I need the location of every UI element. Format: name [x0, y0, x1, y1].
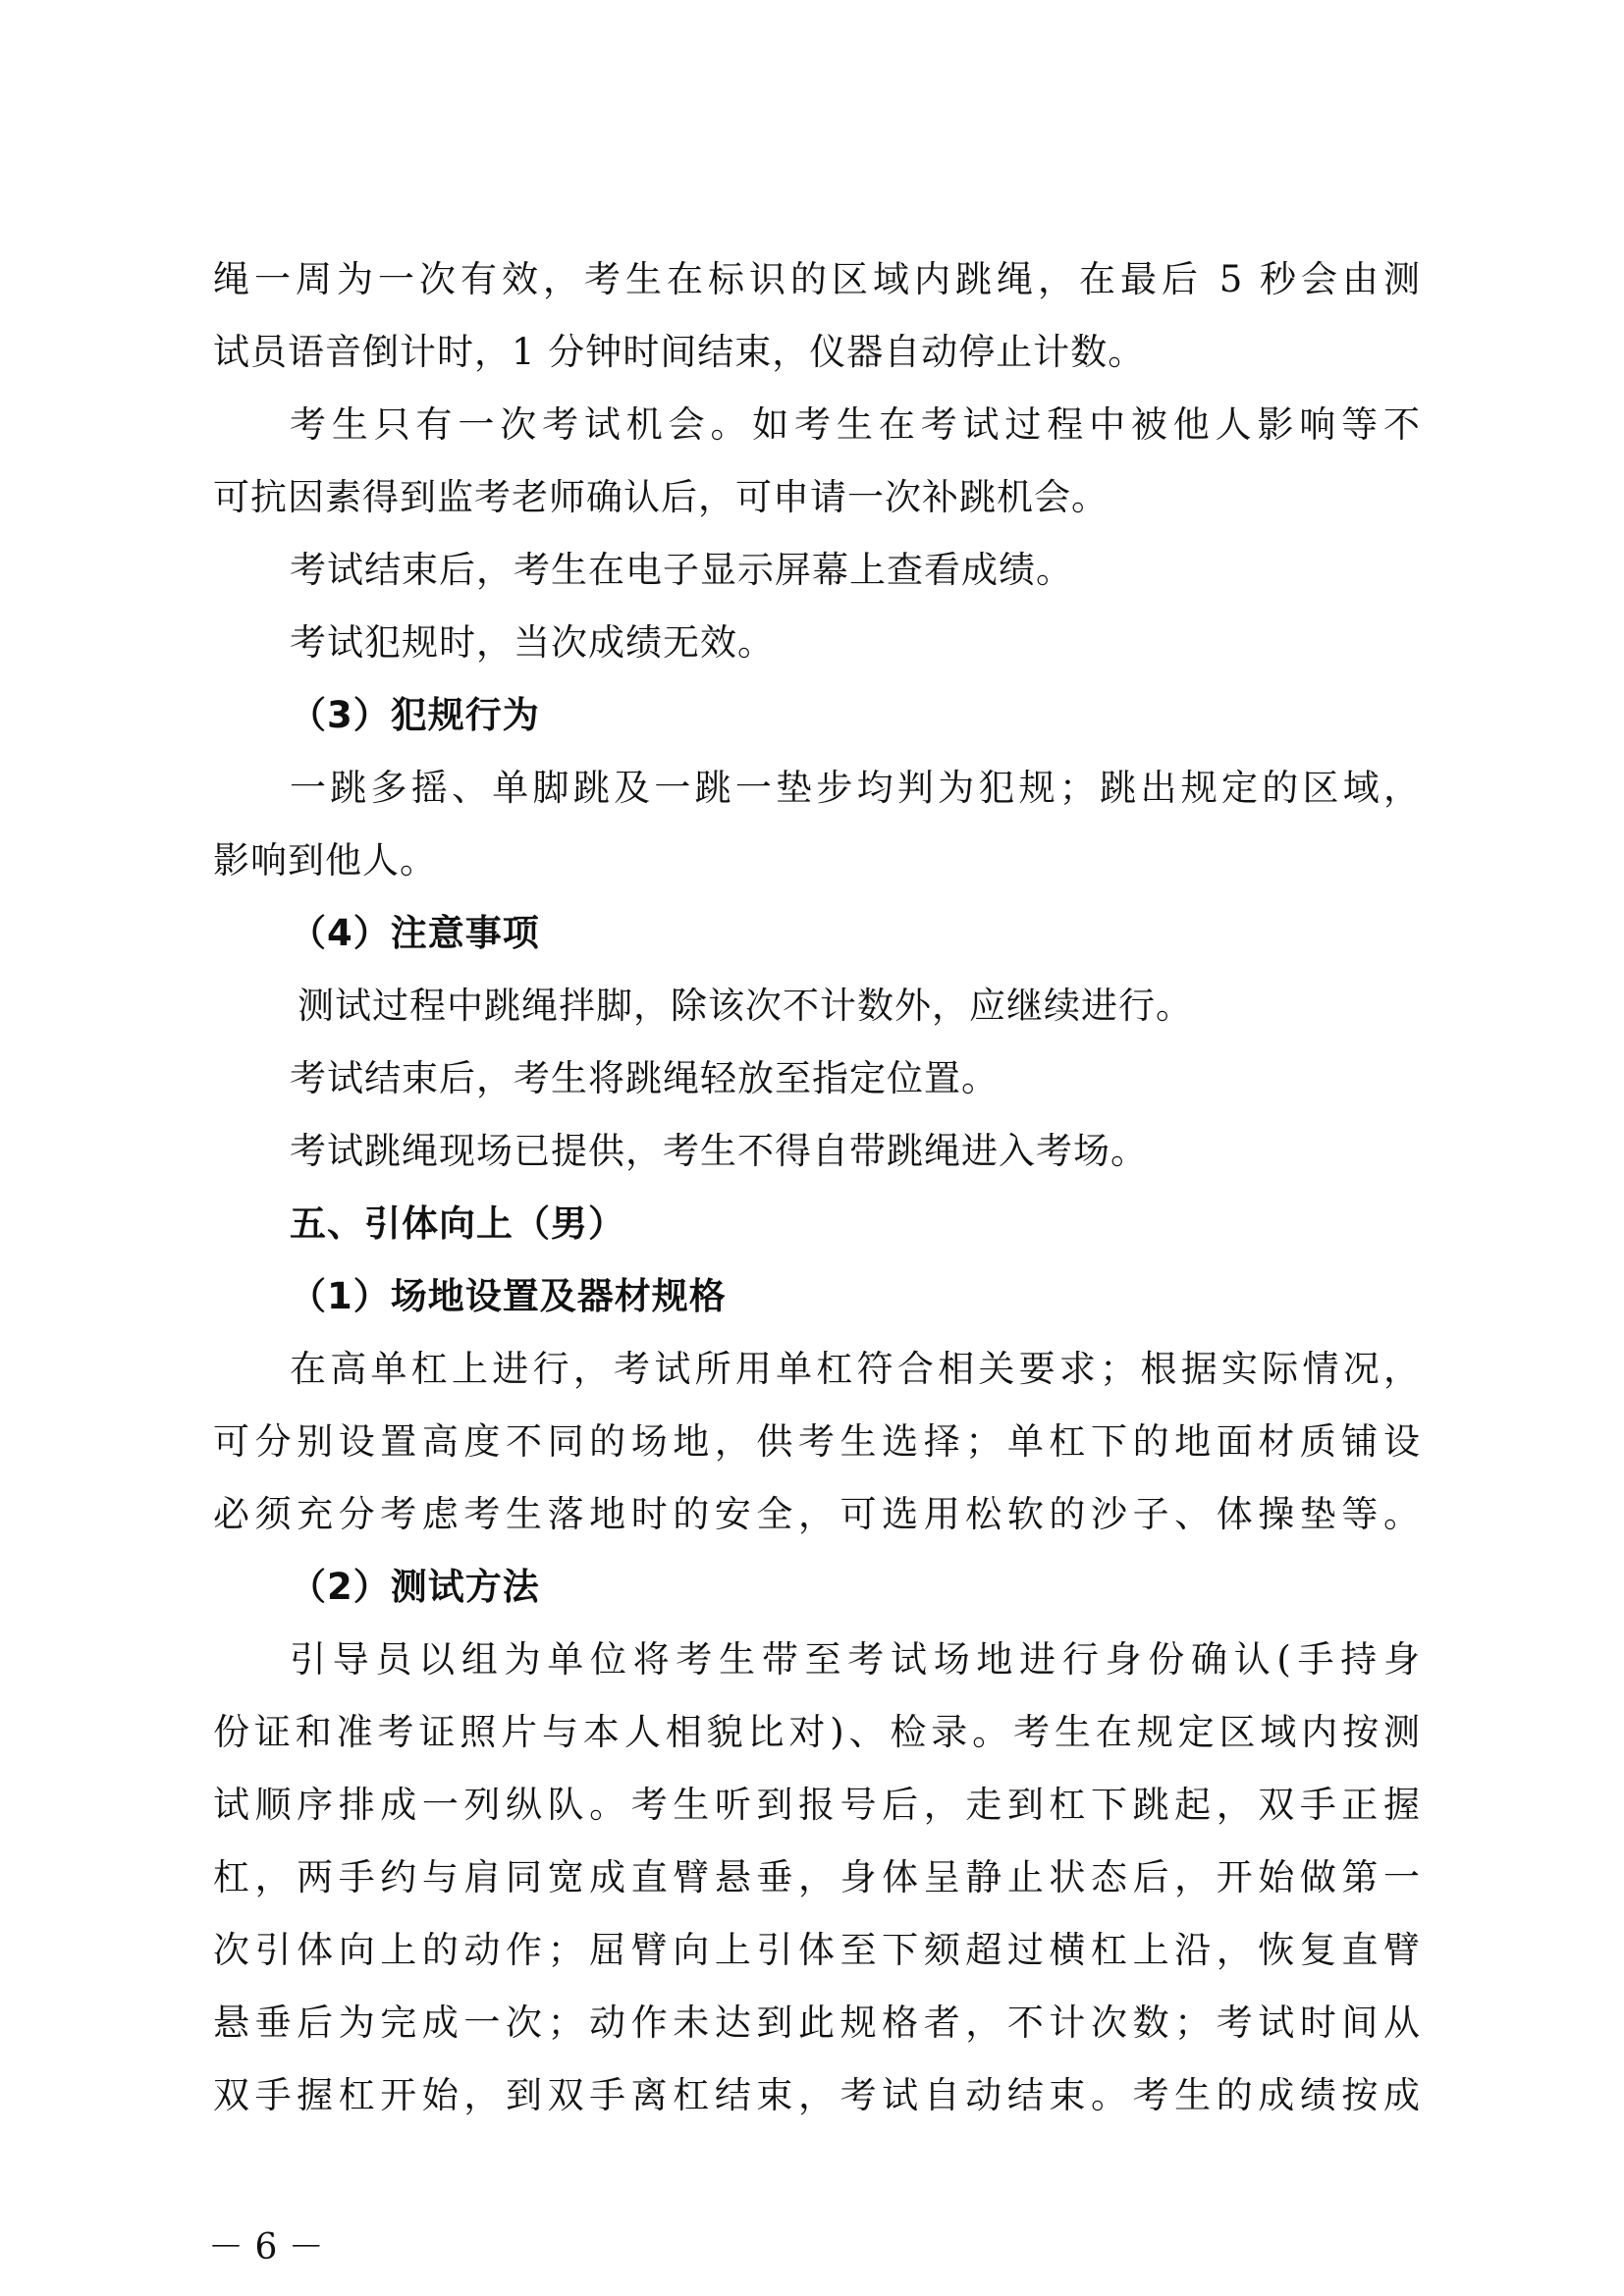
section-heading: （2）测试方法 [290, 1566, 540, 1608]
paragraph-line: 双手握杠开始，到双手离杠结束，考试自动结束。考生的成绩按成 [213, 2074, 1421, 2116]
paragraph-line: 悬垂后为完成一次；动作未达到此规格者，不计次数；考试时间从 [213, 2002, 1421, 2044]
paragraph-line: 考试结束后，考生将跳绳轻放至指定位置。 [290, 1057, 999, 1099]
document-body [213, 243, 1421, 2132]
section-heading: （4）注意事项 [290, 912, 540, 954]
paragraph-line: 考试结束后，考生在电子显示屏幕上查看成绩。 [290, 549, 1073, 591]
paragraph-line: 绳一周为一次有效，考生在标识的区域内跳绳，在最后 5 秒会由测 [213, 258, 1421, 300]
paragraph-line: 次引体向上的动作；屈臂向上引体至下颏超过横杠上沿，恢复直臂 [213, 1929, 1421, 1971]
paragraph-line: 测试过程中跳绳拌脚，除该次不计数外，应继续进行。 [298, 985, 1193, 1027]
paragraph-line: 引导员以组为单位将考生带至考试场地进行身份确认(手持身 [290, 1638, 1421, 1681]
paragraph-line: 考生只有一次考试机会。如考生在考试过程中被他人影响等不 [290, 403, 1421, 446]
paragraph-line: 可抗因素得到监考老师确认后，可申请一次补跳机会。 [213, 476, 1109, 518]
paragraph-line: 影响到他人。 [213, 839, 437, 881]
paragraph-line: 试员语音倒计时，1 分钟时间结束，仪器自动停止计数。 [213, 331, 1146, 373]
paragraph-line: 试顺序排成一列纵队。考生听到报号后，走到杠下跳起，双手正握 [213, 1784, 1421, 1826]
paragraph-line: 一跳多摇、单脚跳及一跳一垫步均判为犯规；跳出规定的区域， [290, 767, 1421, 809]
paragraph-line: 杠，两手约与肩同宽成直臂悬垂，身体呈静止状态后，开始做第一 [213, 1856, 1421, 1898]
paragraph-line: 在高单杠上进行，考试所用单杠符合相关要求；根据实际情况， [290, 1348, 1421, 1390]
section-heading: （3）犯规行为 [290, 694, 540, 736]
paragraph-line: 可分别设置高度不同的场地，供考生选择；单杠下的地面材质铺设 [213, 1420, 1421, 1463]
paragraph-line: 考试跳绳现场已提供，考生不得自带跳绳进入考场。 [290, 1130, 1148, 1172]
page-number: － 6 － [208, 2227, 324, 2268]
paragraph-line: 必须充分考虑考生落地时的安全，可选用松软的沙子、体操垫等。 [213, 1493, 1421, 1535]
section-heading: （1）场地设置及器材规格 [290, 1275, 727, 1317]
paragraph-line: 份证和准考证照片与本人相貌比对)、检录。考生在规定区域内按测 [213, 1711, 1421, 1753]
chapter-heading: 五、引体向上（男） [290, 1202, 625, 1245]
paragraph-line: 考试犯规时，当次成绩无效。 [290, 621, 775, 664]
